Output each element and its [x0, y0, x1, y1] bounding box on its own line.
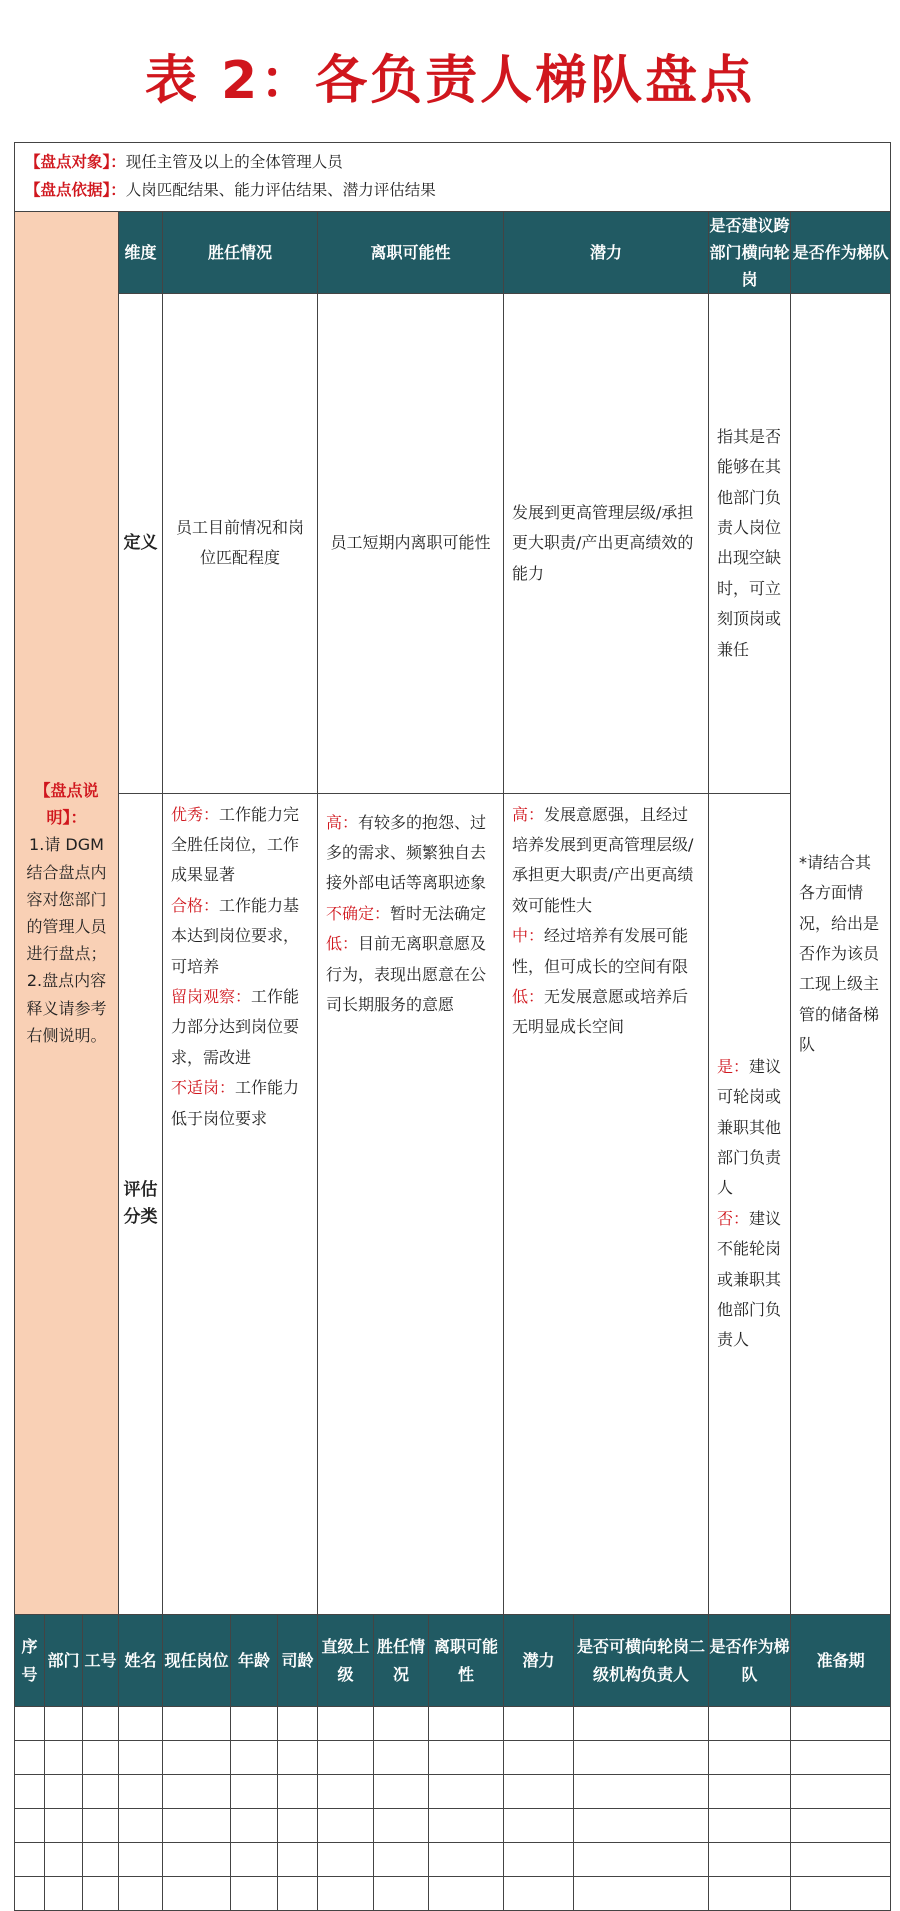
basis-value: 人岗匹配结果、能力评估结果、潜力评估结果	[125, 180, 436, 199]
page-title: 表 2：各负责人梯队盘点	[144, 51, 756, 111]
table-cell[interactable]	[429, 1741, 504, 1775]
competence-item: 留岗观察：工作能力部分达到岗位要求，需改进	[171, 986, 300, 1067]
col-empno: 工号	[83, 1615, 119, 1707]
table-cell[interactable]	[119, 1741, 163, 1775]
table-cell[interactable]	[83, 1809, 119, 1843]
table-cell[interactable]	[429, 1775, 504, 1809]
table-cell[interactable]	[119, 1843, 163, 1877]
evaluation-label: 评估分类	[119, 793, 163, 1615]
table-cell[interactable]	[791, 1809, 891, 1843]
col-prep: 准备期	[791, 1615, 891, 1707]
table-cell[interactable]	[45, 1843, 83, 1877]
table-cell[interactable]	[574, 1843, 709, 1877]
table-cell[interactable]	[15, 1843, 45, 1877]
table-cell[interactable]	[163, 1707, 231, 1741]
competence-item: 优秀：工作能力完全胜任岗位，工作成果显著	[171, 804, 300, 885]
table-cell[interactable]	[504, 1775, 574, 1809]
table-row	[15, 1741, 891, 1775]
col-turnover: 离职可能性	[429, 1615, 504, 1707]
table-cell[interactable]	[318, 1809, 374, 1843]
potential-item: 低：无发展意愿或培养后无明显成长空间	[512, 986, 689, 1037]
table-cell[interactable]	[574, 1775, 709, 1809]
table-cell[interactable]	[429, 1809, 504, 1843]
note-label: 【盘点说明】：	[34, 781, 99, 828]
table-cell[interactable]	[15, 1741, 45, 1775]
table-cell[interactable]	[278, 1707, 318, 1741]
col-position: 现任岗位	[163, 1615, 231, 1707]
echelon-header: 是否作为梯队	[791, 211, 891, 294]
table-cell[interactable]	[119, 1809, 163, 1843]
table-cell[interactable]	[45, 1707, 83, 1741]
table-cell[interactable]	[45, 1877, 83, 1911]
table-cell[interactable]	[83, 1775, 119, 1809]
dimension-header: 维度	[119, 211, 163, 294]
table-cell[interactable]	[45, 1809, 83, 1843]
table-cell[interactable]	[278, 1775, 318, 1809]
table-cell[interactable]	[83, 1843, 119, 1877]
table-cell[interactable]	[119, 1775, 163, 1809]
table-cell[interactable]	[278, 1741, 318, 1775]
table-cell[interactable]	[163, 1775, 231, 1809]
column-header-row	[15, 1615, 891, 1707]
table-cell[interactable]	[278, 1809, 318, 1843]
col-name: 姓名	[119, 1615, 163, 1707]
table-cell[interactable]	[791, 1775, 891, 1809]
table-cell[interactable]	[163, 1741, 231, 1775]
target-label: 【盘点对象】：	[25, 153, 126, 171]
rotation-definition: 指其是否能够在其他部门负责人岗位出现空缺时，可立刻顶岗或兼任	[709, 294, 791, 793]
potential-definition: 发展到更高管理层级/承担更大职责/产出更高绩效的能力	[504, 294, 709, 793]
table-cell[interactable]	[318, 1877, 374, 1911]
target-value: 现任主管及以上的全体管理人员	[125, 153, 343, 171]
table-cell[interactable]	[15, 1707, 45, 1741]
table-cell[interactable]	[15, 1877, 45, 1911]
table-cell[interactable]	[163, 1809, 231, 1843]
col-age: 年龄	[231, 1615, 278, 1707]
table-cell[interactable]	[574, 1707, 709, 1741]
table-row	[15, 1877, 891, 1911]
table-cell[interactable]	[278, 1843, 318, 1877]
info-cell	[15, 143, 891, 212]
col-potential: 潜力	[504, 1615, 574, 1707]
table-cell[interactable]	[791, 1707, 891, 1741]
table-cell[interactable]	[709, 1775, 791, 1809]
table-cell[interactable]	[231, 1877, 278, 1911]
table-cell[interactable]	[15, 1809, 45, 1843]
table-cell[interactable]	[278, 1877, 318, 1911]
table-cell[interactable]	[374, 1707, 429, 1741]
turnover-evaluation	[318, 793, 504, 1615]
table-cell[interactable]	[119, 1707, 163, 1741]
table-cell[interactable]	[231, 1843, 278, 1877]
table-cell[interactable]	[231, 1707, 278, 1741]
table-cell[interactable]	[83, 1741, 119, 1775]
table-cell[interactable]	[709, 1843, 791, 1877]
col-echelon: 是否作为梯队	[709, 1615, 791, 1707]
table-cell[interactable]	[374, 1775, 429, 1809]
table-cell[interactable]	[504, 1741, 574, 1775]
table-cell[interactable]	[374, 1843, 429, 1877]
table-cell[interactable]	[45, 1741, 83, 1775]
turnover-item: 低：目前无离职意愿及行为，表现出愿意在公司长期服务的意愿	[326, 934, 487, 1014]
potential-evaluation	[504, 793, 709, 1615]
rotation-item: 否：建议不能轮岗或兼职其他部门负责人	[717, 1208, 782, 1350]
rotation-item: 是：建议可轮岗或兼职其他部门负责人	[717, 1056, 782, 1198]
echelon-definition: *请结合其各方面情况，给出是否作为该员工现上级主管的储备梯队	[791, 294, 891, 1615]
table-cell[interactable]	[709, 1809, 791, 1843]
info-row	[15, 143, 891, 212]
turnover-header: 离职可能性	[318, 211, 504, 294]
table-cell[interactable]	[119, 1877, 163, 1911]
competence-evaluation	[163, 793, 318, 1615]
table-cell[interactable]	[574, 1877, 709, 1911]
table-row	[15, 1775, 891, 1809]
table-cell[interactable]	[15, 1775, 45, 1809]
table-cell[interactable]	[318, 1741, 374, 1775]
table-cell[interactable]	[318, 1843, 374, 1877]
competence-item: 合格：工作能力基本达到岗位要求，可培养	[171, 895, 300, 976]
turnover-item: 不确定：暂时无法确定	[326, 903, 487, 923]
table-cell[interactable]	[791, 1741, 891, 1775]
table-cell[interactable]	[429, 1843, 504, 1877]
potential-item: 高：发展意愿强，且经过培养发展到更高管理层级/承担更大职责/产出更高绩效可能性大	[512, 804, 694, 915]
dimension-header-row	[15, 211, 891, 294]
potential-item: 中：经过培养有发展可能性，但可成长的空间有限	[512, 926, 689, 976]
rotation-header: 是否建议跨部门横向轮岗	[709, 211, 791, 294]
rotation-evaluation	[709, 793, 791, 1615]
table-cell[interactable]	[504, 1707, 574, 1741]
table-cell[interactable]	[318, 1775, 374, 1809]
col-manager: 直级上级	[318, 1615, 374, 1707]
echelon-inventory-table	[14, 142, 891, 1911]
table-cell[interactable]	[374, 1741, 429, 1775]
table-cell[interactable]	[163, 1877, 231, 1911]
table-cell[interactable]	[709, 1741, 791, 1775]
table-cell[interactable]	[318, 1707, 374, 1741]
table-cell[interactable]	[374, 1877, 429, 1911]
table-cell[interactable]	[504, 1877, 574, 1911]
table-cell[interactable]	[83, 1877, 119, 1911]
turnover-definition: 员工短期内离职可能性	[318, 294, 504, 793]
table-cell[interactable]	[574, 1741, 709, 1775]
definition-row	[15, 294, 891, 793]
table-cell[interactable]	[791, 1843, 891, 1877]
data-rows	[15, 1707, 891, 1911]
col-dept: 部门	[45, 1615, 83, 1707]
table-cell[interactable]	[791, 1877, 891, 1911]
potential-header: 潜力	[504, 211, 709, 294]
table-cell[interactable]	[429, 1707, 504, 1741]
table-cell[interactable]	[231, 1741, 278, 1775]
col-seq: 序号	[15, 1615, 45, 1707]
col-competence: 胜任情况	[374, 1615, 429, 1707]
note-text: 1.请 DGM 结合盘点内容对您部门的管理人员进行盘点；2.盘点内容释义请参考右侧说明。	[26, 835, 107, 1045]
table-cell[interactable]	[504, 1843, 574, 1877]
table-cell[interactable]	[163, 1843, 231, 1877]
table-row	[15, 1707, 891, 1741]
evaluation-row	[15, 793, 891, 1615]
table-row	[15, 1843, 891, 1877]
table-cell[interactable]	[374, 1809, 429, 1843]
definition-label: 定义	[119, 294, 163, 793]
table-cell[interactable]	[574, 1809, 709, 1843]
competence-item: 不适岗：工作能力低于岗位要求	[171, 1078, 300, 1128]
table-cell[interactable]	[83, 1707, 119, 1741]
basis-label: 【盘点依据】：	[25, 180, 126, 199]
table-row	[15, 1809, 891, 1843]
col-tenure: 司龄	[278, 1615, 318, 1707]
note-cell	[15, 211, 119, 1614]
turnover-item: 高：有较多的抱怨、过多的需求、频繁独自去接外部电话等离职迹象	[326, 812, 487, 893]
table-cell[interactable]	[504, 1809, 574, 1843]
table-cell[interactable]	[231, 1809, 278, 1843]
table-cell[interactable]	[709, 1877, 791, 1911]
competence-definition: 员工目前情况和岗位匹配程度	[163, 294, 318, 793]
table-cell[interactable]	[709, 1707, 791, 1741]
table-cell[interactable]	[45, 1775, 83, 1809]
col-rotation: 是否可横向轮岗二级机构负责人	[574, 1615, 709, 1707]
table-cell[interactable]	[429, 1877, 504, 1911]
table-cell[interactable]	[231, 1775, 278, 1809]
competence-header: 胜任情况	[163, 211, 318, 294]
